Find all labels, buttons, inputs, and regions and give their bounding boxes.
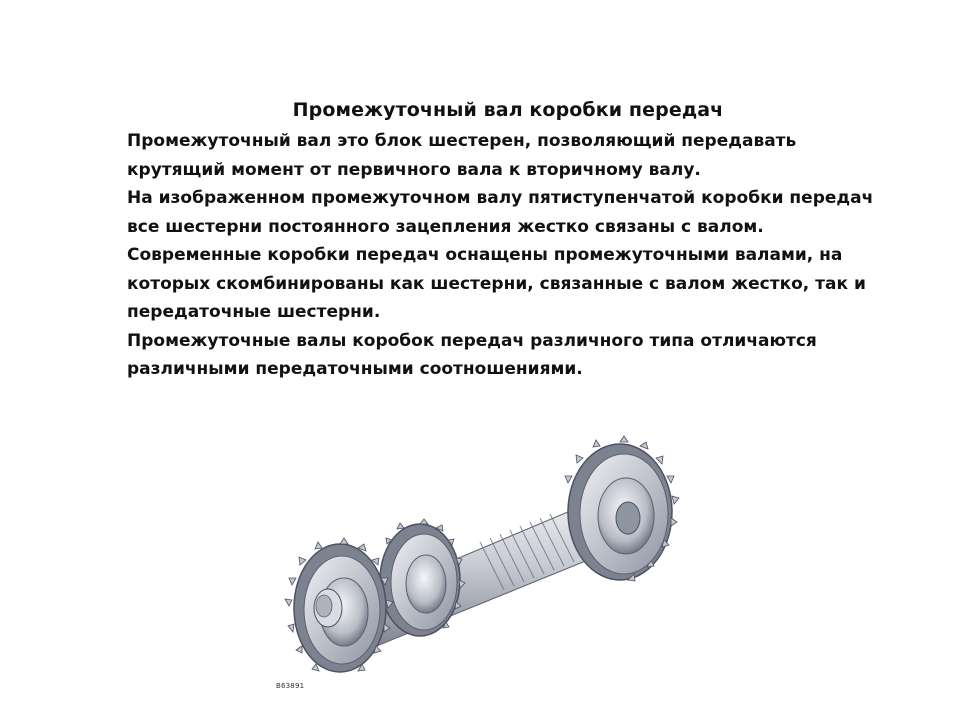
countershaft-drawing — [280, 430, 700, 700]
paragraph-3: Современные коробки передач оснащены промежуточными валами, на которых скомбинированы как шестерни, связанные с валом жестко, так и передаточные шестерни. — [127, 245, 866, 322]
countershaft-illustration — [280, 430, 700, 700]
paragraph-2: На изображенном промежуточном валу пятиступенчатой коробки передач все шестерни постоянного зацепления жестко связаны с валом. — [127, 188, 874, 237]
gear-right — [565, 436, 679, 581]
slide-title: Промежуточный вал коробки передач — [292, 99, 724, 121]
gear-middle — [380, 519, 465, 636]
paragraph-1: Промежуточный вал это блок шестерен, позволяющий передавать крутящий момент от первичного вала к вторичному валу. — [127, 131, 797, 180]
slide-body — [127, 127, 897, 384]
figure-code: B63891 — [276, 682, 305, 690]
gear-left — [285, 538, 393, 672]
paragraph-4: Промежуточные валы коробок передач различного типа отличаются различными передаточными соотношениями. — [127, 330, 817, 379]
